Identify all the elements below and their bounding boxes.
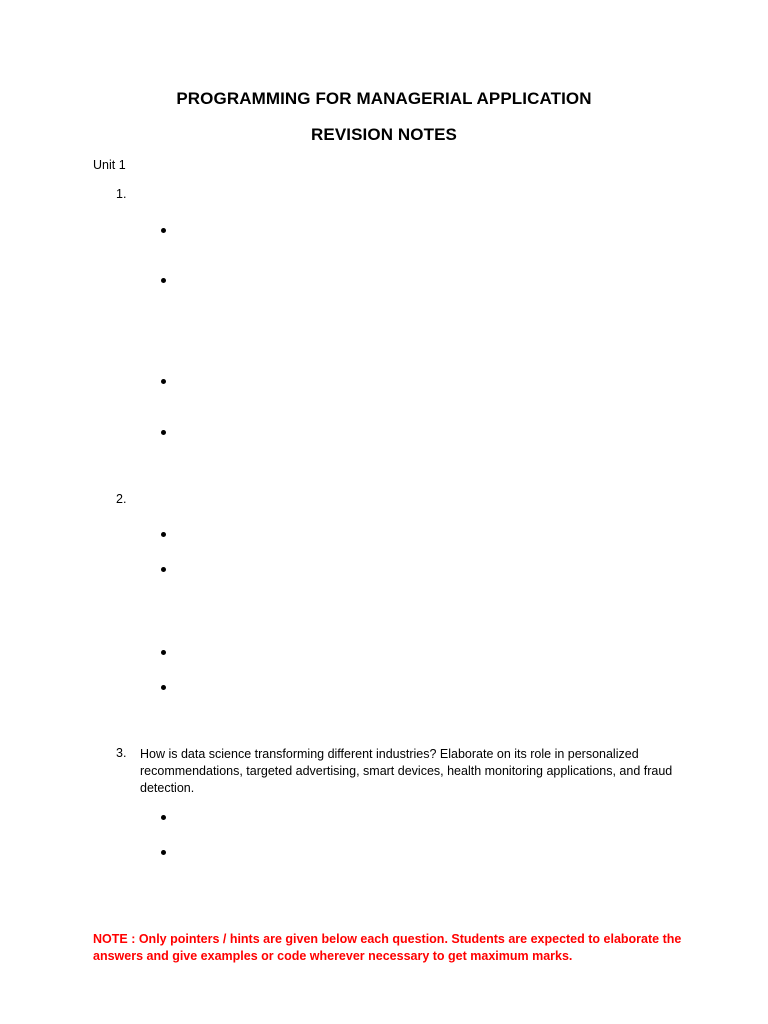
bullet-point [159, 648, 169, 658]
bullet-point [159, 428, 169, 438]
document-title: PROGRAMMING FOR MANAGERIAL APPLICATION [176, 89, 592, 108]
bullet-point [159, 530, 169, 540]
bullet-point [159, 565, 169, 575]
question-3-number: 3. [116, 746, 127, 760]
bullet-point [159, 683, 169, 693]
bullet-point [159, 848, 169, 858]
bullet-point [159, 276, 169, 286]
instruction-note: NOTE : Only pointers / hints are given below each question. Students are expected to elaborate the answers and give examples or code wherever necessary to get maximum marks. [93, 932, 682, 963]
document-subtitle: REVISION NOTES [311, 125, 457, 144]
bullet-point [159, 377, 169, 387]
bullet-point [159, 226, 169, 236]
question-3-text: How is data science transforming different industries? Elaborate on its role in personalized recommendations, targeted advertising, smart devices, health monitoring applications, and fraud detection. [140, 747, 673, 795]
bullet-point [159, 813, 169, 823]
unit-label: Unit 1 [93, 158, 126, 172]
question-2-number: 2. [116, 492, 127, 506]
question-1-number: 1. [116, 187, 127, 201]
